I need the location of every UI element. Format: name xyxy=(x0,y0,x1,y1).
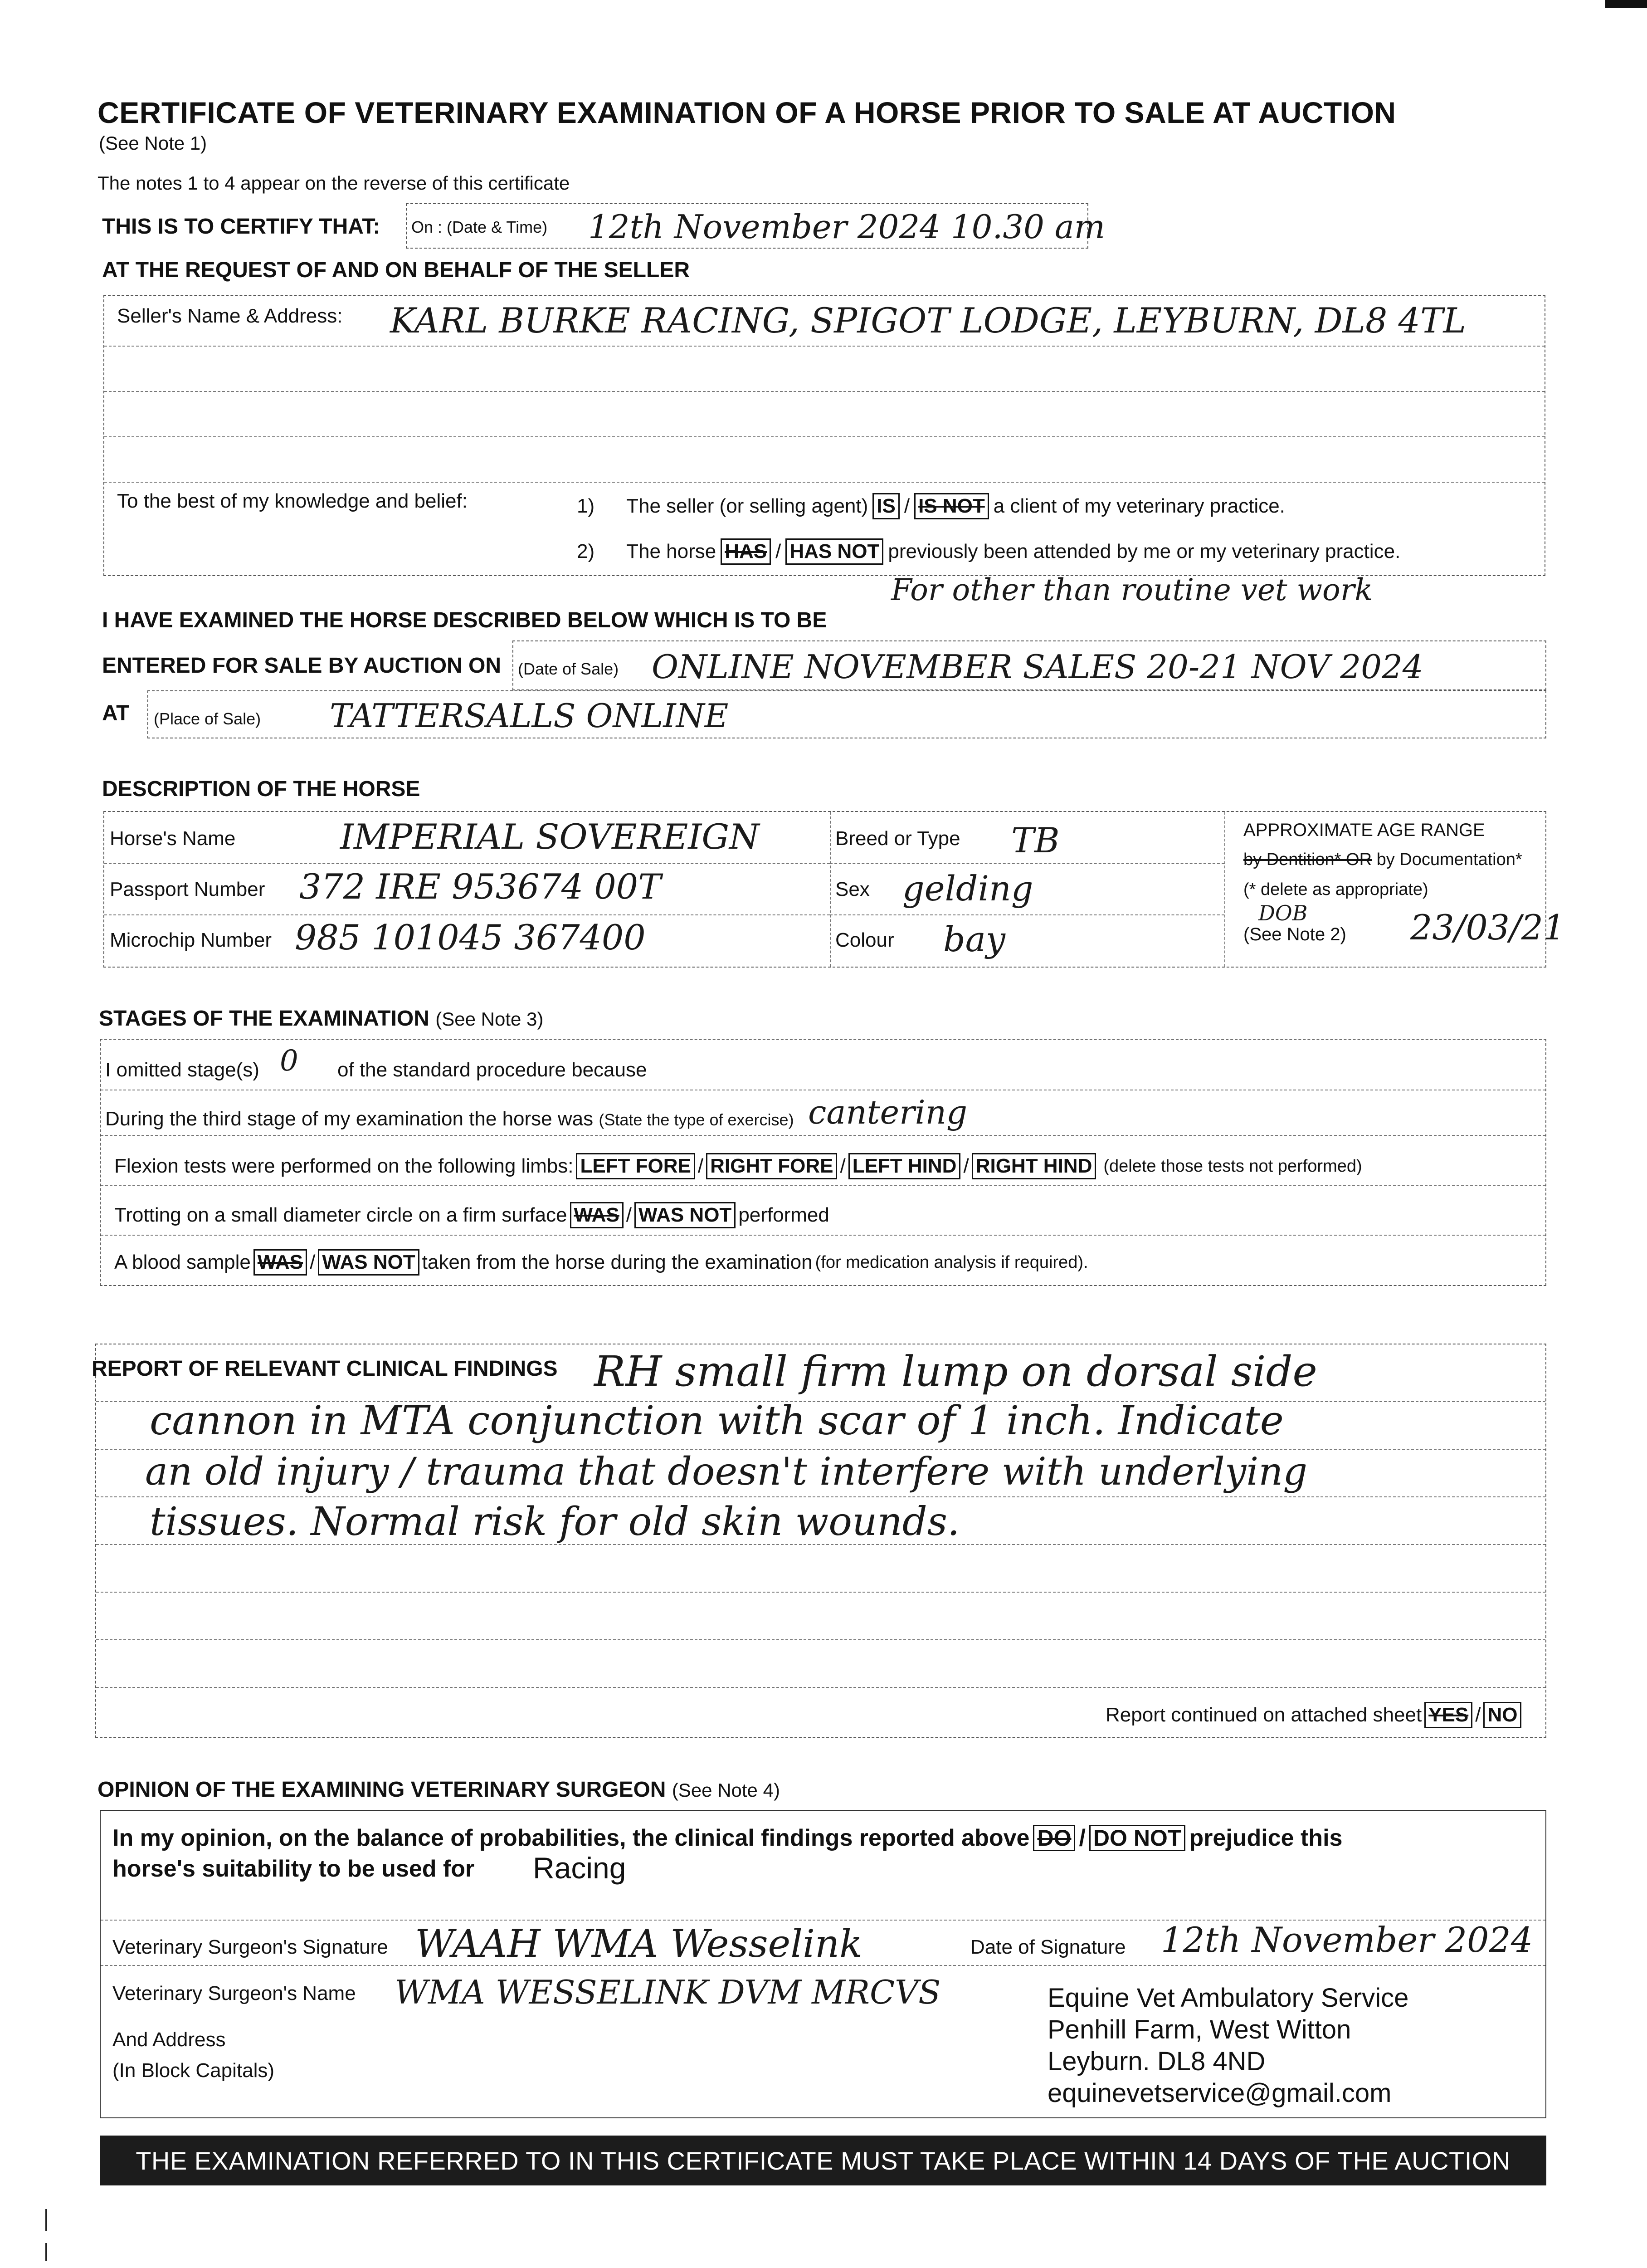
opinion-heading xyxy=(97,1777,780,1802)
report-continued-yes[interactable]: YES xyxy=(1424,1702,1472,1728)
item-2-number: 2) xyxy=(577,540,595,562)
report-line-6 xyxy=(96,1639,1545,1640)
stages-line-3 xyxy=(101,1185,1545,1186)
report-line-text-1[interactable]: RH small firm lump on dorsal side xyxy=(594,1347,1317,1396)
margin-mark-1 xyxy=(45,2209,47,2231)
flexion-prefix: Flexion tests were performed on the following limbs: xyxy=(114,1155,574,1177)
certify-label: THIS IS TO CERTIFY THAT: xyxy=(102,215,380,239)
sale-place-box[interactable] xyxy=(147,690,1546,738)
omitted-value[interactable]: 0 xyxy=(280,1044,298,1078)
age-value[interactable]: 23/03/21 xyxy=(1410,907,1565,948)
opinion-text-1b: prejudice this xyxy=(1189,1825,1343,1851)
third-stage-value[interactable]: cantering xyxy=(808,1093,968,1131)
description-divider-1 xyxy=(830,812,831,967)
client-is-option[interactable]: IS xyxy=(872,493,900,519)
trot-suffix: performed xyxy=(738,1204,829,1226)
at-label: AT xyxy=(102,701,130,725)
seller-line-2 xyxy=(104,391,1545,392)
stages-heading xyxy=(99,1006,543,1031)
sale-place-value: TATTERSALLS ONLINE xyxy=(330,697,729,735)
attended-note: For other than routine vet work xyxy=(891,572,1373,607)
report-continued-no[interactable]: NO xyxy=(1483,1702,1521,1728)
microchip-label: Microchip Number xyxy=(110,929,272,951)
item-2-prefix: The horse xyxy=(626,540,716,562)
blood-was-option[interactable]: WAS xyxy=(253,1249,307,1276)
third-stage-prefix xyxy=(105,1108,794,1130)
sex-value[interactable]: gelding xyxy=(902,868,1033,909)
report-heading: REPORT OF RELEVANT CLINICAL FINDINGS xyxy=(92,1357,558,1381)
seller-line-3 xyxy=(104,436,1545,437)
trot-row: Trotting on a small diameter circle on a firm surface WAS / WAS NOT performed xyxy=(114,1202,829,1228)
description-row-line-2 xyxy=(104,914,830,915)
opinion-heading-text: OPINION OF THE EXAMINING VETERINARY SURGEON xyxy=(97,1778,666,1802)
item-1-number: 1) xyxy=(577,495,595,517)
client-statement: 1) The seller (or selling agent) IS / IS NOT a client of my veterinary practice. xyxy=(577,493,1285,519)
opinion-do-not-option[interactable]: DO NOT xyxy=(1089,1825,1185,1851)
see-note-1: (See Note 1) xyxy=(99,132,207,154)
address-line-1: Equine Vet Ambulatory Service xyxy=(1048,1983,1409,2013)
signature-label: Veterinary Surgeon's Signature xyxy=(112,1936,388,1958)
stages-heading-text: STAGES OF THE EXAMINATION xyxy=(99,1007,429,1031)
omitted-prefix: I omitted stage(s) xyxy=(105,1059,259,1081)
entered-heading: ENTERED FOR SALE BY AUCTION ON xyxy=(102,654,502,678)
horse-name-label: Horse's Name xyxy=(110,827,236,850)
breed-label: Breed or Type xyxy=(835,827,960,850)
sale-date-label: (Date of Sale) xyxy=(518,660,619,678)
date-time-box[interactable] xyxy=(406,203,1106,249)
address-label-1: And Address xyxy=(112,2028,226,2051)
stages-line-2 xyxy=(101,1135,1545,1136)
report-line-text-4[interactable]: tissues. Normal risk for old skin wounds. xyxy=(150,1499,960,1545)
age-method xyxy=(1243,850,1522,870)
report-continued-row: Report continued on attached sheet YES / NO xyxy=(1106,1702,1521,1728)
flexion-row: Flexion tests were performed on the following limbs: LEFT FORE / RIGHT FORE / LEFT HIND / RIGHT HIND (delete those tests not performed) xyxy=(114,1153,1362,1179)
scan-corner-mark xyxy=(1605,0,1647,8)
opinion-do-option[interactable]: DO xyxy=(1033,1825,1075,1851)
footer-banner: THE EXAMINATION REFERRED TO IN THIS CERTIFICATE MUST TAKE PLACE WITHIN 14 DAYS OF THE AUCTION xyxy=(100,2136,1546,2185)
blood-row: A blood sample WAS / WAS NOT taken from the horse during the examination (for medication analysis if required). xyxy=(114,1249,1088,1276)
vet-name-label: Veterinary Surgeon's Name xyxy=(112,1982,356,2004)
report-continued-text: Report continued on attached sheet xyxy=(1106,1704,1422,1726)
colour-value[interactable]: bay xyxy=(943,919,1005,959)
description-heading: DESCRIPTION OF THE HORSE xyxy=(102,777,420,801)
age-dentition-option[interactable]: by Dentition* OR xyxy=(1243,850,1372,869)
blood-was-not-option[interactable]: WAS NOT xyxy=(318,1249,419,1276)
address-line-4: equinevetservice@gmail.com xyxy=(1048,2078,1392,2108)
trot-prefix: Trotting on a small diameter circle on a firm surface xyxy=(114,1204,567,1226)
horse-name-value[interactable]: IMPERIAL SOVEREIGN xyxy=(340,816,760,857)
stages-heading-note: (See Note 3) xyxy=(435,1008,544,1030)
report-line-text-3[interactable]: an old injury / trauma that doesn't interfere with underlying xyxy=(145,1449,1308,1494)
seller-line-4 xyxy=(104,482,1545,483)
attended-statement: 2) The horse HAS / HAS NOT previously been attended by me or my veterinary practice. xyxy=(577,538,1400,565)
flexion-suffix: (delete those tests not performed) xyxy=(1103,1156,1362,1176)
report-line-text-2[interactable]: cannon in MTA conjunction with scar of 1 inch. Indicate xyxy=(150,1397,1284,1444)
age-documentation-option[interactable]: by Documentation* xyxy=(1372,850,1522,869)
age-delete-note: (* delete as appropriate) xyxy=(1243,880,1428,899)
seller-line-1 xyxy=(104,346,1545,347)
trot-was-option[interactable]: WAS xyxy=(570,1202,624,1228)
seller-name-value[interactable]: KARL BURKE RACING, SPIGOT LODGE, LEYBURN, DL8 4TL xyxy=(390,300,1466,341)
passport-value[interactable]: 372 IRE 953674 00T xyxy=(299,866,661,907)
address-label-2: (In Block Capitals) xyxy=(112,2059,275,2082)
belief-label: To the best of my knowledge and belief: xyxy=(117,490,468,512)
third-stage-note: (State the type of exercise) xyxy=(599,1110,794,1129)
examined-heading: I HAVE EXAMINED THE HORSE DESCRIBED BELOW WHICH IS TO BE xyxy=(102,608,827,632)
horse-has-option[interactable]: HAS xyxy=(721,538,771,565)
date-time-value: 12th November 2024 10.30 am xyxy=(588,208,1106,246)
flexion-left-fore[interactable]: LEFT FORE xyxy=(576,1153,695,1179)
age-dob-label: DOB xyxy=(1258,901,1308,925)
flexion-right-fore[interactable]: RIGHT FORE xyxy=(706,1153,837,1179)
seller-name-label: Seller's Name & Address: xyxy=(117,305,343,327)
sale-date-box[interactable] xyxy=(512,640,1546,690)
breed-value[interactable]: TB xyxy=(1011,820,1060,860)
date-time-label: On : (Date & Time) xyxy=(411,218,548,236)
report-line-7 xyxy=(96,1687,1545,1688)
item-2-suffix: previously been attended by me or my veterinary practice. xyxy=(888,540,1401,562)
microchip-value[interactable]: 985 101045 367400 xyxy=(295,917,646,958)
description-row-line-1 xyxy=(104,863,830,864)
age-heading: APPROXIMATE AGE RANGE xyxy=(1243,820,1485,840)
opinion-purpose[interactable]: Racing xyxy=(533,1851,626,1885)
signature-date-value[interactable]: 12th November 2024 xyxy=(1161,1920,1533,1960)
notes-text: The notes 1 to 4 appear on the reverse of this certificate xyxy=(97,172,570,194)
seller-request-heading: AT THE REQUEST OF AND ON BEHALF OF THE SELLER xyxy=(102,258,690,282)
omitted-suffix: of the standard procedure because xyxy=(337,1059,647,1081)
item-1-prefix: The seller (or selling agent) xyxy=(626,495,868,517)
flexion-left-hind[interactable]: LEFT HIND xyxy=(848,1153,961,1179)
age-see-note: (See Note 2) xyxy=(1243,924,1346,944)
passport-label: Passport Number xyxy=(110,878,265,900)
trot-was-not-option[interactable]: WAS NOT xyxy=(634,1202,736,1228)
stages-line-4 xyxy=(101,1235,1545,1236)
signature-date-label: Date of Signature xyxy=(970,1936,1126,1958)
certificate-title: CERTIFICATE OF VETERINARY EXAMINATION OF A HORSE PRIOR TO SALE AT AUCTION xyxy=(97,96,1396,129)
client-is-not-option[interactable]: IS NOT xyxy=(914,493,989,519)
sale-date-value: ONLINE NOVEMBER SALES 20-21 NOV 2024 xyxy=(652,648,1423,686)
opinion-line-2: horse's suitability to be used for xyxy=(112,1856,475,1882)
opinion-text-1: In my opinion, on the balance of probabilities, the clinical findings reported above xyxy=(112,1825,1030,1851)
vet-name-value[interactable]: WMA WESSELINK DVM MRCVS xyxy=(395,1973,941,2011)
blood-suffix: taken from the horse during the examination xyxy=(422,1251,813,1273)
flexion-right-hind[interactable]: RIGHT HIND xyxy=(972,1153,1096,1179)
description-row-line-4 xyxy=(830,914,1224,915)
address-line-3: Leyburn. DL8 4ND xyxy=(1048,2047,1266,2076)
description-row-line-3 xyxy=(830,863,1224,864)
colour-label: Colour xyxy=(835,929,894,951)
blood-prefix: A blood sample xyxy=(114,1251,251,1273)
description-divider-2 xyxy=(1224,812,1225,967)
seller-section xyxy=(103,295,1545,576)
blood-note: (for medication analysis if required). xyxy=(815,1252,1088,1272)
report-line-5 xyxy=(96,1592,1545,1593)
sex-label: Sex xyxy=(835,878,870,900)
opinion-line-1: In my opinion, on the balance of probabilities, the clinical findings reported above DO / DO NOT prejudice this xyxy=(112,1825,1343,1851)
opinion-heading-note: (See Note 4) xyxy=(672,1779,780,1801)
report-line-3 xyxy=(96,1496,1545,1497)
address-line-2: Penhill Farm, West Witton xyxy=(1048,2015,1351,2044)
item-1-suffix: a client of my veterinary practice. xyxy=(993,495,1285,517)
margin-mark-2 xyxy=(45,2243,47,2261)
description-table xyxy=(103,811,1565,968)
vet-address-stamp xyxy=(1048,1982,1408,2109)
signature-value[interactable]: WAAH WMA Wesselink xyxy=(415,1921,862,1966)
third-stage-text: During the third stage of my examination the horse was xyxy=(105,1108,594,1130)
sale-place-label: (Place of Sale) xyxy=(154,709,261,728)
horse-has-not-option[interactable]: HAS NOT xyxy=(785,538,883,565)
stages-table xyxy=(100,1039,1546,1286)
